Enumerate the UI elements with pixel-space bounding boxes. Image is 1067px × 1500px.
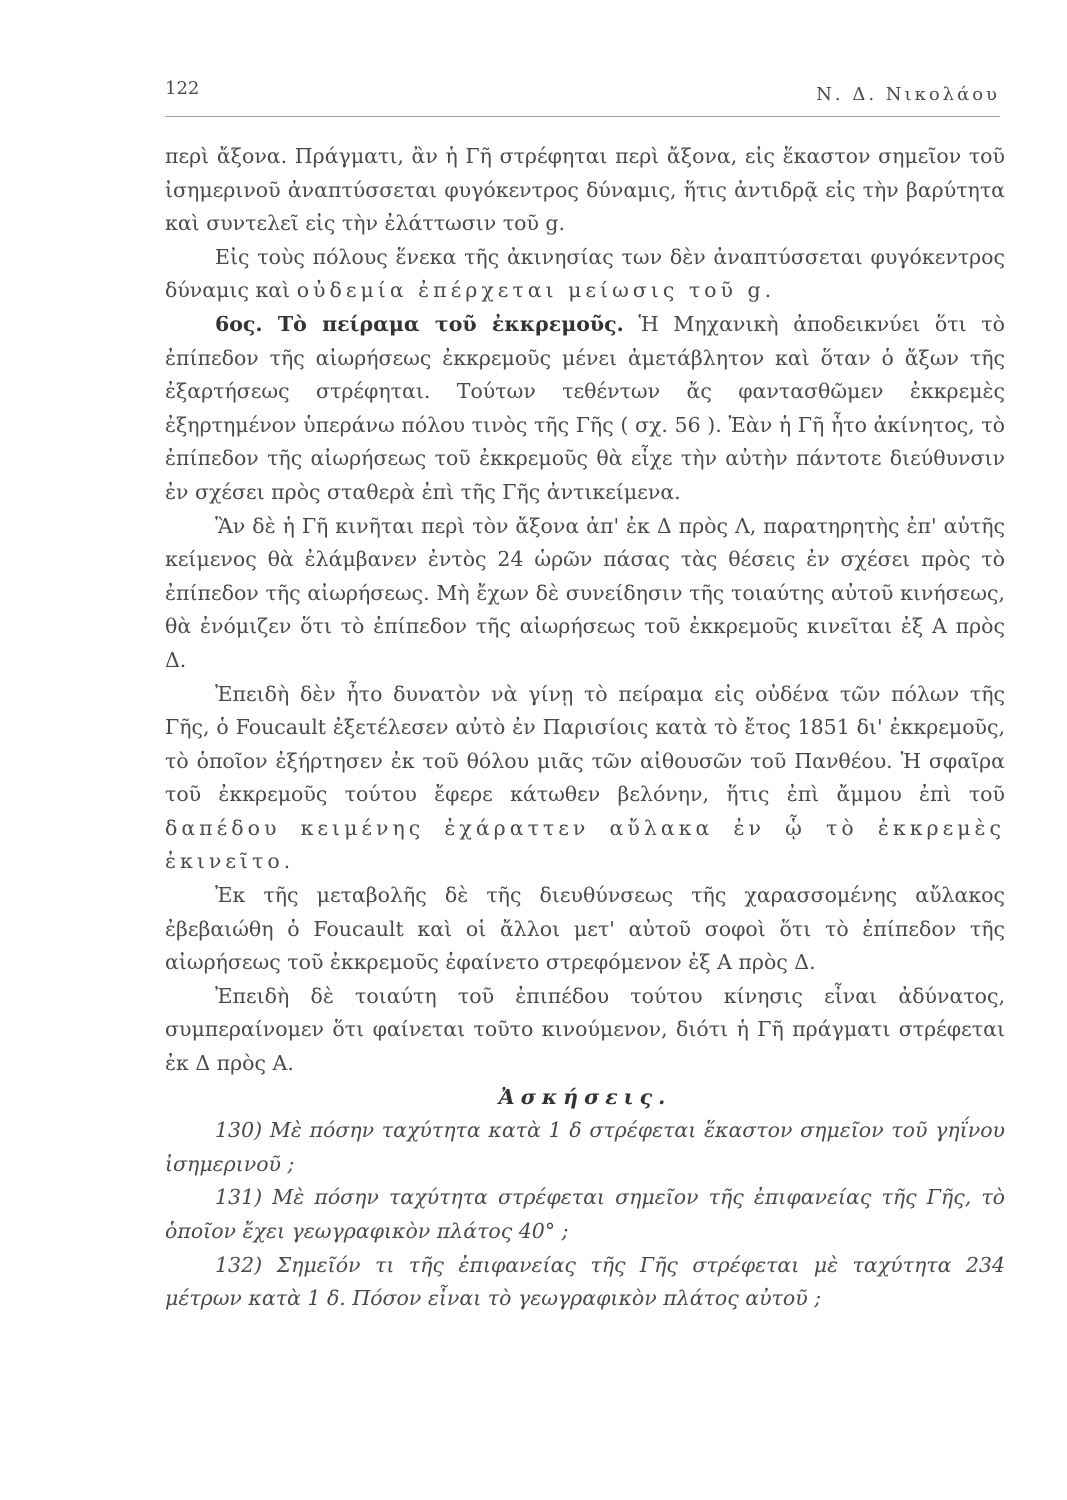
paragraph: Ἐκ τῆς μεταβολῆς δὲ τῆς διευθύνσεως τῆς χαρασσομένης αὔλακος ἐβεβαιώθη ὁ Foucault καὶ οἱ ἄλλοι μετ' αὐτοῦ σοφοὶ ὅτι τὸ ἐπίπεδον τῆς αἰωρήσεως τοῦ ἐκκρεμοῦς ἐφαίνετο στρεφόμενον ἐξ Α πρὸς Δ. [165, 883, 1005, 975]
section-heading: 6ος. Τὸ πείραμα τοῦ ἐκκρεμοῦς. [215, 311, 624, 336]
running-head: Ν. Δ. Νικολάου [816, 84, 1000, 105]
page-number: 122 [165, 78, 200, 99]
paragraph: περὶ ἄξονα. Πράγματι, ἂν ἡ Γῆ στρέφηται περὶ ἄξονα, εἰς ἕκαστον σημεῖον τοῦ ἰσημερινοῦ ἀναπτύσσεται φυγόκεντρος δύναμις, ἥτις ἀντιδρᾷ εἰς τὴν βαρύτητα καὶ συντελεῖ εἰς τὴν ἐλάττωσιν τοῦ g. [165, 144, 1005, 236]
exercise-item: 130) Μὲ πόσην ταχύτητα κατὰ 1 δ στρέφεται ἕκαστον σημεῖον τοῦ γηΐνου ἰσημερινοῦ ; [165, 1118, 1005, 1176]
main-text [165, 140, 1005, 1316]
paragraph-text: Ἐπειδὴ δὲν ἦτο δυνατὸν νὰ γίνῃ τὸ πείραμα εἰς οὐδένα τῶν πόλων τῆς Γῆς, ὁ Foucault ἐξετέλεσεν αὐτὸ ἐν Παρισίοις κατὰ τὸ ἔτος 1851 δι' ἐκκρεμοῦς, τὸ ὁποῖον ἐξήρτησεν ἐκ τοῦ θόλου μιᾶς τῶν αἰθουσῶν τοῦ Πανθέου. Ἡ σφαῖρα τοῦ ἐκκρεμοῦς τούτου ἔφερε κάτωθεν βελόνην, ἥτις ἐπὶ ἄμμου ἐπὶ τοῦ [165, 681, 1005, 807]
exercise-item: 131) Μὲ πόσην ταχύτητα στρέφεται σημεῖον τῆς ἐπιφανείας τῆς Γῆς, τὸ ὁποῖον ἔχει γεωγραφικὸν πλάτος 40° ; [165, 1185, 1005, 1243]
paragraph [165, 241, 1005, 308]
paragraph-text: Ἡ Μηχανικὴ ἀποδεικνύει ὅτι τὸ ἐπίπεδον τῆς αἰωρήσεως ἐκκρεμοῦς μένει ἀμετάβλητον καὶ ὅταν ὁ ἄξων τῆς ἐξαρτήσεως στρέφηται. Τούτων τεθέντων ἄς φαντασθῶμεν ἐκκρεμὲς ἐξηρτημένον ὑπεράνω πόλου τινὸς τῆς Γῆς ( σχ. 56 ). Ἐὰν ἡ Γῆ ἦτο ἀκίνητος, τὸ ἐπίπεδον τῆς αἰωρήσεως τοῦ ἐκκρεμοῦς θὰ εἶχε τὴν αὐτὴν πάντοτε διεύθυνσιν ἐν σχέσει πρὸς σταθερὰ ἐπὶ τῆς Γῆς ἀντικείμενα. [165, 311, 1005, 504]
paragraph: Ἂν δὲ ἡ Γῆ κινῆται περὶ τὸν ἄξονα ἀπ' ἐκ Δ πρὸς Λ, παρατηρητὴς ἐπ' αὐτῆς κείμενος θὰ ἐλάμβανεν ἐντὸς 24 ὡρῶν πάσας τὰς θέσεις ἐν σχέσει πρὸς τὸ ἐπίπεδον τῆς αἰωρήσεως. Μὴ ἔχων δὲ συνείδησιν τῆς τοιαύτης αὐτοῦ κινήσεως, θὰ ἐνόμιζεν ὅτι τὸ ἐπίπεδον τῆς αἰωρήσεως τοῦ ἐκκρεμοῦς κινεῖται ἐξ Α πρὸς Δ. [165, 513, 1005, 672]
paragraph-text: Εἰς τοὺς πόλους ἕνεκα τῆς ἀκινησίας των δὲν ἀναπτύσσεται φυγόκεντρος δύναμις καὶ [165, 244, 1005, 303]
exercises-title: Ἀσκήσεις. [498, 1084, 672, 1109]
paragraph: Ἐπειδὴ δὲ τοιαύτη τοῦ ἐπιπέδου τούτου κίνησις εἶναι ἀδύνατος, συμπεραίνομεν ὅτι φαίνεται τοῦτο κινούμενον, διότι ἡ Γῆ πράγματι στρέφεται ἐκ Δ πρὸς Α. [165, 983, 1005, 1076]
paragraph [165, 308, 1005, 510]
emphasized-text: δαπέδου κειμένης ἐχάραττεν αὔλακα ἐν ᾧ τὸ ἐκκρεμὲς ἐκινεῖτο. [165, 815, 1005, 874]
exercise-item: 132) Σημεῖόν τι τῆς ἐπιφανείας τῆς Γῆς στρέφεται μὲ ταχύτητα 234 μέτρων κατὰ 1 δ. Πόσον εἶναι τὸ γεωγραφικὸν πλάτος αὐτοῦ ; [165, 1252, 1005, 1311]
emphasized-text: οὐδεμία ἐπέρχεται μείωσις τοῦ g. [296, 278, 776, 303]
paragraph [165, 678, 1005, 880]
page-header [165, 78, 1000, 117]
